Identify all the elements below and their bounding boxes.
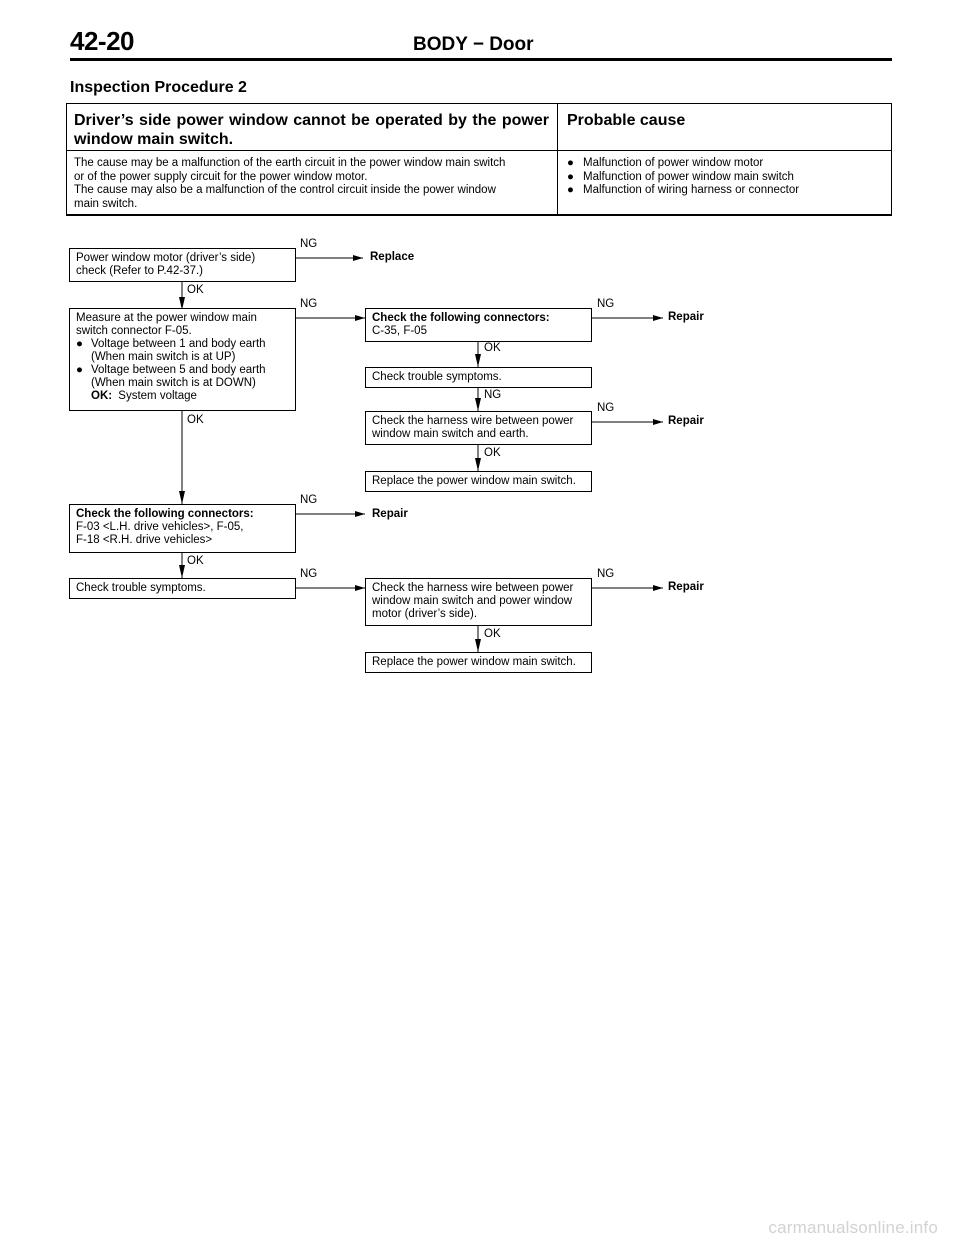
step-replace-main-switch: Replace the power window main switch. (365, 471, 592, 492)
procedure-title: Inspection Procedure 2 (70, 79, 247, 96)
result-replace: Replace (370, 251, 415, 263)
ok-label: OK (187, 414, 204, 426)
voltage-check-item: ● Voltage between 5 and body earth (76, 364, 266, 376)
result-repair: Repair (372, 508, 408, 520)
description-line: The cause may be a malfunction of the earth circuit in the power window main switch (74, 157, 506, 169)
ng-label: NG (484, 389, 502, 401)
step-motor-check: Power window motor (driver’s side) check (Refer to P.42-37.) (69, 248, 296, 282)
step-measure-voltage: Measure at the power window main switch connector F-05. ● Voltage between 1 and body earth (When main switch is at UP) ● Voltage between 5 and body earth (When main switch is at DOWN) OK: System voltage (69, 308, 296, 411)
ng-label: NG (300, 568, 318, 580)
description-line: or of the power supply circuit for the power window motor. (74, 170, 368, 183)
bullet-icon: ● (567, 157, 574, 169)
step-check-trouble-symptoms: Check trouble symptoms. (365, 367, 592, 388)
step-check-harness-earth: Check the harness wire between power window main switch and earth. (365, 411, 592, 445)
ok-label: OK (484, 342, 501, 354)
bullet-icon: ● (567, 184, 574, 196)
cause-item: ● Malfunction of power window main switch (567, 170, 794, 183)
probable-cause-heading: Probable cause (567, 112, 686, 129)
ng-label: NG (597, 402, 615, 414)
bullet-icon: ● (76, 364, 83, 376)
step-check-connectors-f03: Check the following connectors: F-03 <L.H. drive vehicles>, F-05, F-18 <R.H. drive vehicles> (69, 504, 296, 553)
ok-label: OK (187, 284, 204, 296)
ok-label: OK (484, 447, 501, 459)
cause-item: ● Malfunction of power window motor (567, 157, 764, 169)
ng-label: NG (597, 568, 615, 580)
ng-label: NG (300, 494, 318, 506)
voltage-check-item: ● Voltage between 1 and body earth (76, 338, 266, 350)
cause-item: ● Malfunction of wiring harness or connector (567, 184, 800, 196)
ng-label: NG (597, 298, 615, 310)
description-line: The cause may also be a malfunction of the control circuit inside the power window (74, 184, 496, 196)
result-repair: Repair (668, 415, 704, 427)
step-check-harness-motor: Check the harness wire between power window main switch and power window motor (driver’s side). (365, 578, 592, 626)
step-check-trouble-symptoms: Check trouble symptoms. (69, 578, 296, 599)
ng-label: NG (300, 238, 318, 250)
description-line: main switch. (74, 197, 138, 210)
bullet-icon: ● (567, 170, 574, 183)
ng-label: NG (300, 298, 318, 310)
step-replace-main-switch: Replace the power window main switch. (365, 652, 592, 673)
symptom-heading: Driver’s side power window cannot be operated by the power window main switch. (74, 112, 549, 148)
result-repair: Repair (668, 311, 704, 323)
section-title: BODY − Door (413, 34, 534, 55)
result-repair: Repair (668, 581, 704, 593)
page-number: 42-20 (70, 26, 134, 56)
bullet-icon: ● (76, 338, 83, 350)
step-check-connectors-c35: Check the following connectors: C-35, F-05 (365, 308, 592, 342)
ok-label: OK (484, 628, 501, 640)
watermark: carmanualsonline.info (768, 1218, 938, 1237)
ok-label: OK (187, 555, 204, 567)
